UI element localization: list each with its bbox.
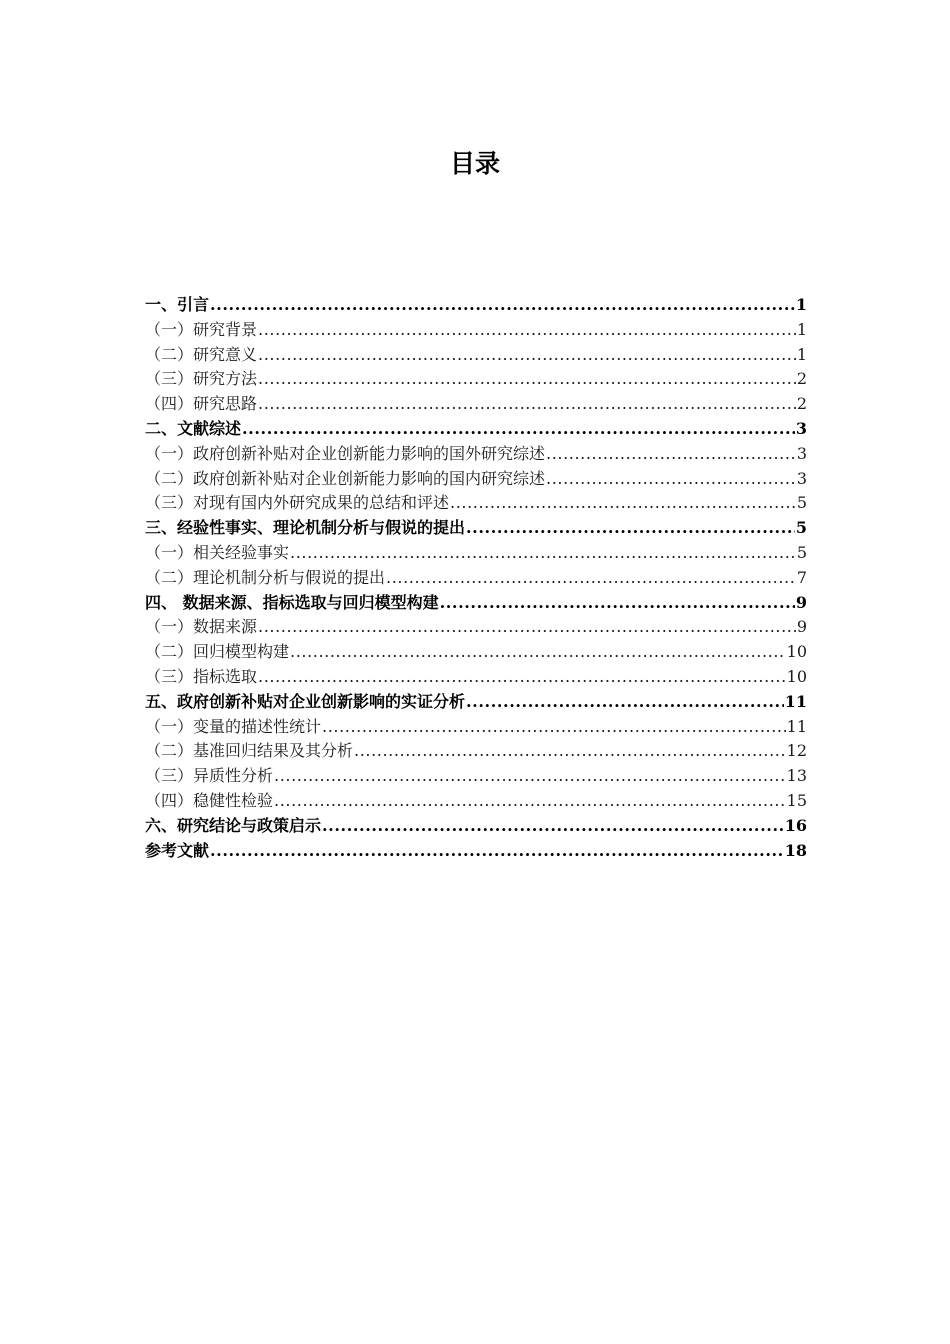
toc-entry[interactable] — [145, 764, 807, 789]
toc-entry[interactable] — [145, 566, 807, 591]
toc-entry[interactable] — [145, 516, 807, 541]
toc-entry[interactable] — [145, 392, 807, 417]
toc-entry[interactable] — [145, 640, 807, 665]
toc-entry[interactable] — [145, 814, 807, 839]
toc-entry-label: 一、引言 — [145, 295, 210, 314]
toc-page-number: 11 — [786, 716, 807, 736]
toc-entry-label: 四、 数据来源、指标选取与回归模型构建 — [145, 592, 439, 612]
toc-dot-leader — [258, 392, 796, 417]
toc-dot-leader — [290, 640, 786, 665]
toc-entry[interactable] — [145, 367, 807, 392]
toc-dot-leader — [322, 814, 784, 839]
toc-entry-label: （二）回归模型构建 — [145, 642, 290, 662]
toc-dot-leader — [274, 764, 786, 789]
toc-entry[interactable] — [145, 739, 807, 764]
toc-entry-label: （三）异质性分析 — [145, 766, 274, 786]
toc-page-number: 7 — [796, 567, 807, 587]
toc-entry-label: 六、研究结论与政策启示 — [145, 815, 322, 835]
toc-dot-leader — [354, 739, 786, 764]
toc-entry[interactable] — [145, 789, 807, 814]
toc-dot-leader — [258, 665, 786, 690]
toc-dot-leader — [546, 467, 796, 492]
toc-entry-label: 五、政府创新补贴对企业创新影响的实证分析 — [145, 691, 466, 711]
toc-entry[interactable] — [145, 665, 807, 690]
toc-page-number: 2 — [796, 369, 807, 389]
toc-entry-label: 三、经验性事实、理论机制分析与假说的提出 — [145, 518, 466, 538]
toc-entry-label: （四）研究思路 — [145, 394, 258, 414]
toc-dot-leader — [290, 541, 796, 566]
toc-entry[interactable] — [145, 715, 807, 740]
toc-dot-leader — [440, 591, 795, 616]
toc-page-number: 5 — [796, 542, 807, 562]
toc-page-number: 3 — [796, 443, 807, 463]
toc-dot-leader — [258, 343, 796, 368]
toc-entry[interactable] — [145, 541, 807, 566]
toc-dot-leader — [450, 491, 796, 516]
toc-dot-leader — [210, 839, 784, 864]
toc-dot-leader — [258, 318, 796, 343]
toc-entry-label: （二）理论机制分析与假说的提出 — [145, 567, 386, 587]
toc-entry[interactable] — [145, 318, 807, 343]
toc-dot-leader — [258, 615, 796, 640]
toc-page-number: 13 — [786, 766, 807, 786]
toc-page-number: 9 — [795, 592, 807, 612]
page-title: 目录 — [449, 149, 500, 178]
toc-entry[interactable] — [145, 417, 807, 442]
toc-entry[interactable] — [145, 442, 807, 467]
toc-dot-leader — [242, 417, 795, 442]
toc-page-number: 5 — [795, 518, 807, 538]
toc-dot-leader — [466, 690, 784, 715]
toc-page-number: 16 — [784, 815, 807, 835]
toc-entry-label: （四）稳健性检验 — [145, 790, 274, 810]
toc-entry-label: 参考文献 — [145, 840, 210, 860]
toc-page-number: 18 — [784, 840, 807, 860]
toc-page-number: 10 — [786, 642, 807, 662]
toc-page-number: 15 — [786, 790, 807, 810]
toc-page-number: 1 — [796, 319, 807, 339]
toc-dot-leader — [322, 715, 786, 740]
toc-entry-label: （三）指标选取 — [145, 666, 258, 686]
toc-dot-leader — [210, 293, 795, 318]
toc-dot-leader — [466, 516, 795, 541]
toc-dot-leader — [258, 367, 796, 392]
toc-entry-label: （一）数据来源 — [145, 617, 258, 637]
toc-entry-label: （三）对现有国内外研究成果的总结和评述 — [145, 493, 450, 513]
toc-page-number: 1 — [795, 295, 807, 314]
toc-page-number: 12 — [786, 741, 807, 761]
toc-page-number: 2 — [796, 394, 807, 414]
toc-page-number: 3 — [796, 468, 807, 488]
toc-entry[interactable] — [145, 293, 807, 318]
toc-page-number: 1 — [796, 344, 807, 364]
toc-entry-label: （一）政府创新补贴对企业创新能力影响的国外研究综述 — [145, 443, 546, 463]
toc-entry[interactable] — [145, 591, 807, 616]
table-of-contents — [145, 293, 807, 863]
toc-entry-label: （一）变量的描述性统计 — [145, 716, 322, 736]
toc-entry-label: （二）基准回归结果及其分析 — [145, 741, 354, 761]
toc-page-number: 9 — [796, 617, 807, 637]
toc-page-number: 5 — [796, 493, 807, 513]
toc-entry-label: （一）研究背景 — [145, 319, 258, 339]
toc-page-number: 10 — [786, 666, 807, 686]
toc-page-number: 11 — [784, 691, 807, 711]
toc-entry-label: （三）研究方法 — [145, 369, 258, 389]
toc-entry[interactable] — [145, 467, 807, 492]
toc-dot-leader — [274, 789, 786, 814]
toc-entry-label: （一）相关经验事实 — [145, 542, 290, 562]
toc-entry[interactable] — [145, 690, 807, 715]
toc-entry[interactable] — [145, 615, 807, 640]
toc-dot-leader — [546, 442, 796, 467]
toc-entry-label: （二）研究意义 — [145, 344, 258, 364]
toc-entry[interactable] — [145, 343, 807, 368]
toc-entry[interactable] — [145, 491, 807, 516]
toc-entry[interactable] — [145, 839, 807, 864]
toc-dot-leader — [386, 566, 796, 591]
toc-page-number: 3 — [795, 418, 807, 438]
toc-entry-label: （二）政府创新补贴对企业创新能力影响的国内研究综述 — [145, 468, 546, 488]
toc-entry-label: 二、文献综述 — [145, 418, 242, 438]
